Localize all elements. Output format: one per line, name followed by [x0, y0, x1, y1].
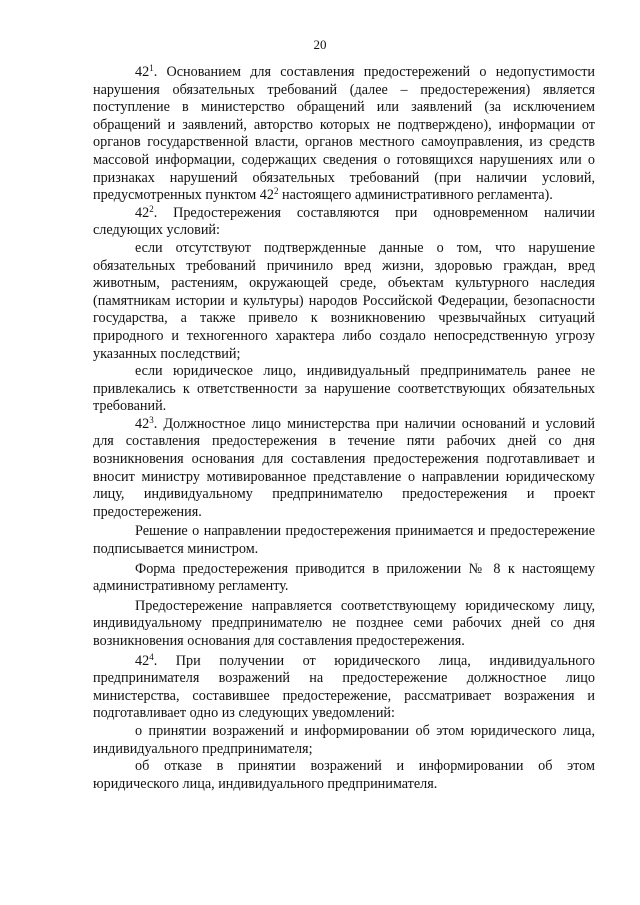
- paragraph-42-2: [93, 205, 595, 240]
- paragraph-text: . Предостережения составляются при одновременном наличии следующих условий:: [93, 204, 595, 239]
- paragraph-text: если юридическое лицо, индивидуальный предприниматель ранее не привлекались к ответственности за нарушение соответствующих обязательных требований.: [93, 363, 595, 415]
- condition-item: [93, 240, 595, 363]
- notice-item: [93, 723, 595, 758]
- clause-superscript: 2: [149, 203, 154, 214]
- paragraph-42-4: [93, 653, 595, 723]
- clause-superscript: 3: [149, 414, 154, 425]
- page-number: 20: [313, 37, 327, 52]
- paragraph-text: если отсутствуют подтвержденные данные о том, что нарушение обязательных требований причинило вред жизни, здоровью граждан, вред животным, растениям, окружающей среде, объектам культурного наследия (памятникам истории и культуры) народов Российской Федерации, безопасности государства, а также привело к возникновению чрезвычайных ситуаций природного и техногенного характера либо создало непосредственную угрозу указанных последствий;: [93, 239, 595, 362]
- clause-number: 42: [135, 415, 150, 432]
- clause-reference: 42: [259, 187, 274, 204]
- paragraph-text-tail: настоящего административного регламента).: [278, 187, 553, 204]
- paragraph-text: Решение о направлении предостережения принимается и предостережение подписывается министром.: [93, 523, 595, 558]
- paragraph: [93, 561, 595, 596]
- clause-number: 42: [135, 652, 150, 669]
- condition-item: [93, 363, 595, 416]
- paragraph-text: о принятии возражений и информировании об этом юридического лица, индивидуального предпринимателя;: [93, 722, 595, 757]
- paragraph-text: об отказе в принятии возражений и информировании об этом юридического лица, индивидуального предпринимателя.: [93, 758, 595, 792]
- paragraph-text: . При получении от юридического лица, индивидуального предпринимателя возражений на предостережение должностное лицо министерства, составившее предостережение, рассматривает возражения и подготавливает одно из следующих уведомлений:: [93, 652, 595, 722]
- clause-number: 42: [135, 204, 150, 221]
- paragraph-text: . Основанием для составления предостережений о недопустимости нарушения обязательных требований (далее – предостережения) является поступление в министерство обращений или заявлений (за исключением обращений и заявлений, авторство которых не подтверждено), информации от органов государственной власти, органов местного самоуправления, из средств массовой информации, содержащих сведения о готовящихся нарушениях или о признаках нарушений обязательных требований (при наличии условий, предусмотренных пунктом: [93, 64, 595, 204]
- clause-reference-superscript: 2: [273, 186, 279, 197]
- clause-superscript: 1: [149, 63, 154, 73]
- paragraph: [93, 598, 595, 651]
- paragraph-text: Форма предостережения приводится в приложении № 8 к настоящему административному регламенту.: [93, 560, 595, 595]
- clause-number: 42: [135, 64, 150, 80]
- paragraph-text: . Должностное лицо министерства при наличии оснований и условий для составления предостережения в течение пяти рабочих дней со дня возникновения основания для составления предостережения подготавливает и вносит министру мотивированное представление о направлении юридическому лицу, индивидуальному предпринимателю предостережения и проект предостережения.: [93, 415, 595, 520]
- document-body: [93, 64, 595, 793]
- notice-item: [93, 758, 595, 793]
- paragraph-text: Предостережение направляется соответствующему юридическому лицу, индивидуальному предпринимателю не позднее семи рабочих дней со дня возникновения основания для составления предостережения.: [93, 597, 595, 649]
- paragraph-42-3: [93, 416, 595, 522]
- paragraph-42-1: [93, 64, 595, 205]
- paragraph: [93, 523, 595, 558]
- clause-superscript: 4: [149, 651, 154, 662]
